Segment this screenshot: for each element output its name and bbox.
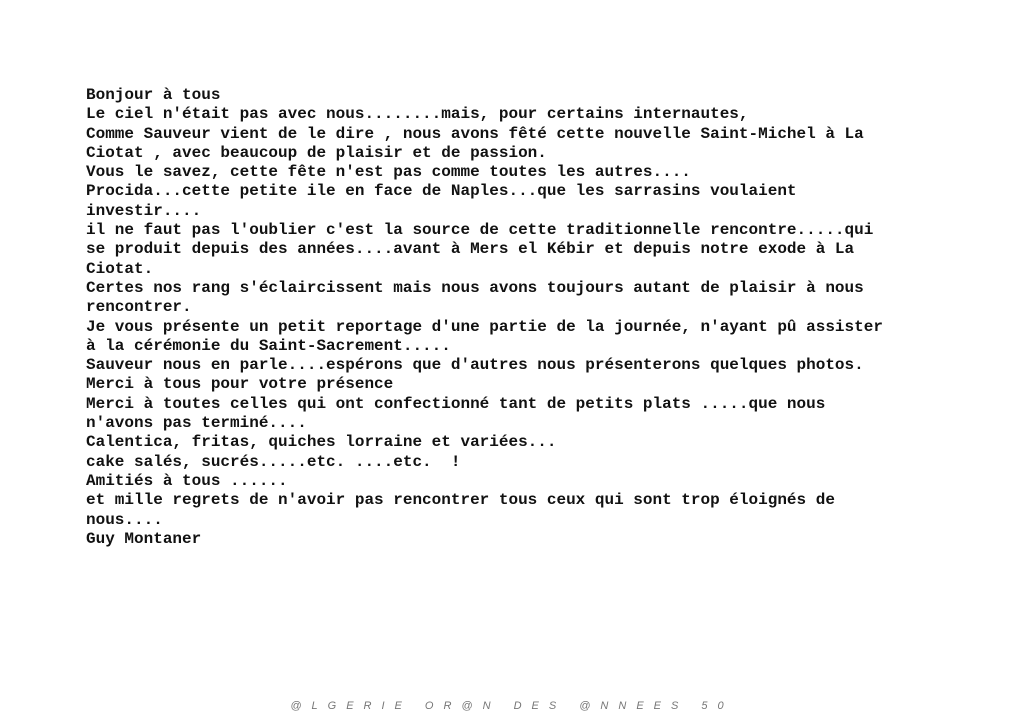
letter-line: Ciotat. xyxy=(86,259,154,278)
letter-line: investir.... xyxy=(86,201,202,220)
letter-line: Le ciel n'était pas avec nous........mais, pour certains internautes, xyxy=(86,105,749,124)
letter-line: se produit depuis des années....avant à Mers el Kébir et depuis notre exode à La xyxy=(86,240,855,259)
letter-line: Je vous présente un petit reportage d'une partie de la journée, n'ayant pû assister xyxy=(86,317,883,336)
letter-line: Comme Sauveur vient de le dire , nous avons fêté cette nouvelle Saint-Michel à La xyxy=(86,124,864,143)
letter-body xyxy=(86,86,986,549)
letter-line: n'avons pas terminé.... xyxy=(86,414,307,433)
letter-line: Merci à tous pour votre présence xyxy=(86,375,394,394)
letter-line: cake salés, sucrés.....etc. ....etc. ! xyxy=(86,452,461,471)
letter-line: Certes nos rang s'éclaircissent mais nous avons toujours autant de plaisir à nous xyxy=(86,278,864,297)
letter-line: Sauveur nous en parle....espérons que d'autres nous présenterons quelques photos. xyxy=(86,356,864,375)
letter-line: Amitiés à tous ...... xyxy=(86,471,288,490)
letter-line: Calentica, fritas, quiches lorraine et variées... xyxy=(86,433,557,452)
letter-line: il ne faut pas l'oublier c'est la source de cette traditionnelle rencontre.....qui xyxy=(86,221,874,240)
letter-line: rencontrer. xyxy=(86,298,192,317)
letter-line: Merci à toutes celles qui ont confectionné tant de petits plats .....que nous xyxy=(86,394,826,413)
letter-line: Procida...cette petite ile en face de Naples...que les sarrasins voulaient xyxy=(86,182,797,201)
letter-line: Vous le savez, cette fête n'est pas comme toutes les autres.... xyxy=(86,163,691,182)
letter-line: nous.... xyxy=(86,510,163,529)
letter-line: à la cérémonie du Saint-Sacrement..... xyxy=(86,336,451,355)
letter-signature: Guy Montaner xyxy=(86,529,202,548)
letter-line: et mille regrets de n'avoir pas rencontrer tous ceux qui sont trop éloignés de xyxy=(86,491,835,510)
letter-line: Bonjour à tous xyxy=(86,86,221,104)
page-footer: @LGERIE OR@N DES @NNEES 50 xyxy=(290,700,734,712)
letter-line: Ciotat , avec beaucoup de plaisir et de passion. xyxy=(86,143,547,162)
